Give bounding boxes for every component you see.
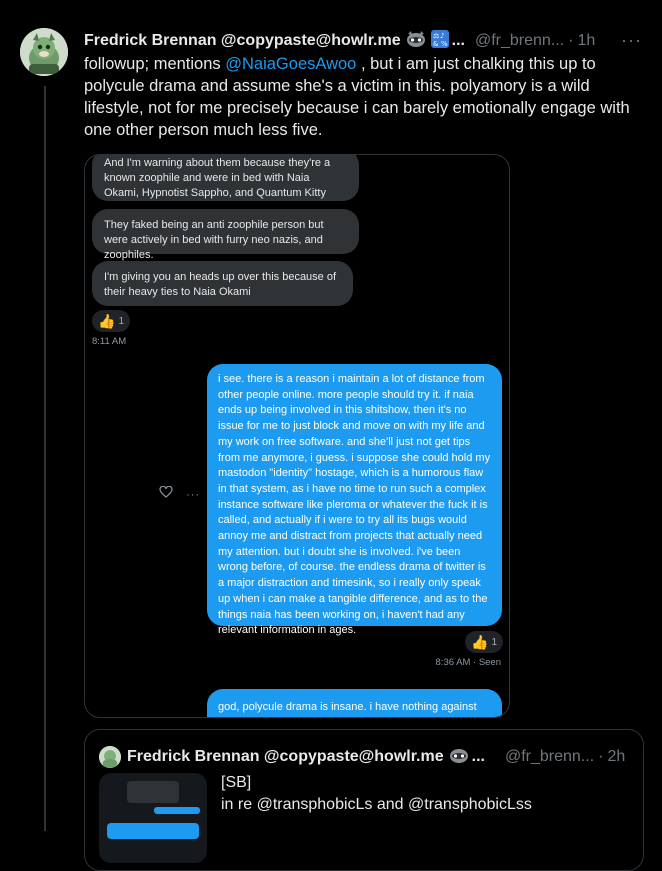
more-options-button[interactable]: ··· bbox=[621, 30, 642, 50]
reaction-badge bbox=[92, 310, 130, 332]
svg-text:⚖: ⚖ bbox=[432, 31, 439, 40]
mention-link[interactable]: @NaiaGoesAwoo bbox=[225, 55, 357, 73]
tweet-header bbox=[84, 30, 642, 52]
incoming-message-text: They faked being an anti zoophile person but were actively in bed with furry neo nazis, and zoophiles. bbox=[104, 219, 324, 261]
separator-dot: · bbox=[598, 748, 604, 765]
reaction-badge bbox=[465, 631, 503, 653]
outgoing-message bbox=[207, 689, 502, 718]
quoted-author-handle: @fr_brenn... bbox=[504, 748, 595, 765]
raccoon-icon bbox=[449, 747, 469, 768]
quoted-text-line: in re @transphobicLs and @transphobicLss bbox=[221, 796, 532, 813]
author-handle[interactable]: @fr_brenn... bbox=[474, 32, 565, 49]
outgoing-message-text: god, polycule drama is insane. i have nothing against bbox=[218, 701, 477, 713]
author-avatar[interactable] bbox=[20, 28, 68, 76]
tweet-time[interactable]: 1h bbox=[577, 32, 596, 49]
incoming-message-text: I'm giving you an heads up over this because of their heavy ties to Naia Okami bbox=[104, 271, 337, 298]
quoted-tweet-header bbox=[99, 746, 629, 768]
reaction-count: 1 bbox=[118, 315, 124, 327]
dragon-avatar-icon bbox=[20, 28, 68, 76]
thread-connector-line bbox=[44, 86, 46, 831]
quoted-badge-ellipsis: ... bbox=[471, 748, 485, 765]
dm-screenshot-image[interactable] bbox=[84, 154, 510, 718]
message-actions bbox=[159, 486, 200, 501]
outgoing-message bbox=[207, 364, 502, 637]
badge-ellipsis: ... bbox=[451, 32, 465, 49]
tweet-text-end: , but i am just chalking this up to polycule drama and assume she's a victim in this. polyamory is a wild lifestyle, not for me precisely because i can barely emotionally engage with one other person much less five. bbox=[84, 55, 630, 139]
symbols-icon bbox=[431, 30, 449, 53]
tweet-text-start: followup; mentions bbox=[84, 55, 226, 73]
thumbs-up-icon: 👍 bbox=[471, 633, 489, 650]
more-actions-icon[interactable]: ··· bbox=[186, 489, 201, 501]
dragon-avatar-icon bbox=[99, 746, 121, 768]
message-timestamp: 8:36 AM · Seen bbox=[435, 657, 501, 668]
quoted-text-line: [SB] bbox=[221, 774, 252, 791]
quoted-author-avatar bbox=[99, 746, 121, 768]
incoming-message bbox=[92, 209, 359, 261]
separator-dot: · bbox=[568, 32, 574, 49]
author-name[interactable]: Fredrick Brennan @copypaste@howlr.me bbox=[84, 32, 401, 49]
message-timestamp: 8:11 AM bbox=[92, 336, 127, 347]
quoted-tweet[interactable] bbox=[84, 729, 644, 871]
tweet-text bbox=[84, 53, 644, 141]
incoming-message bbox=[92, 261, 353, 306]
quoted-author-name: Fredrick Brennan @copypaste@howlr.me bbox=[127, 748, 444, 765]
raccoon-icon bbox=[406, 31, 426, 52]
thumbs-up-icon: 👍 bbox=[98, 312, 116, 329]
quoted-tweet-time: 2h bbox=[607, 748, 626, 765]
svg-text:&: & bbox=[432, 39, 439, 48]
quoted-media-thumbnail bbox=[99, 773, 207, 863]
quoted-tweet-text bbox=[221, 772, 532, 816]
incoming-message-text: And I'm warning about them because they're a known zoophile and were in bed with Naia Okami, Hypnotist Sappho, and Quantum Kitty bbox=[104, 157, 331, 199]
outgoing-message-text: i see. there is a reason i maintain a lot of distance from other people online. more people should try it. if naia ends up being involved in this shitshow, then it's no issue for me to just block and move on with my life and my work on free software. and she'll just not get tips from me anymore, i guess. i suppose she could hold my mastodon "identity" hostage, which is a humorous flaw in that system, as i have no time to run such a complex instance software like pleroma or whatever the fuck it is called, and actually if i were to try all its bugs would annoy me and distract from projects that actually need my attention. but i doubt she is involved. i've been wrong before, of course. the endless drama of twitter is a major distraction and timesink, so i really only speak up when i can make a tangible difference, and as to the things naia has been working on, i haven't had any relevant information in ages. bbox=[218, 373, 491, 637]
svg-text:♪: ♪ bbox=[439, 31, 445, 40]
reaction-count: 1 bbox=[491, 636, 497, 648]
svg-text:%: % bbox=[440, 39, 448, 48]
incoming-message bbox=[92, 154, 359, 201]
add-reaction-icon[interactable] bbox=[159, 489, 176, 501]
